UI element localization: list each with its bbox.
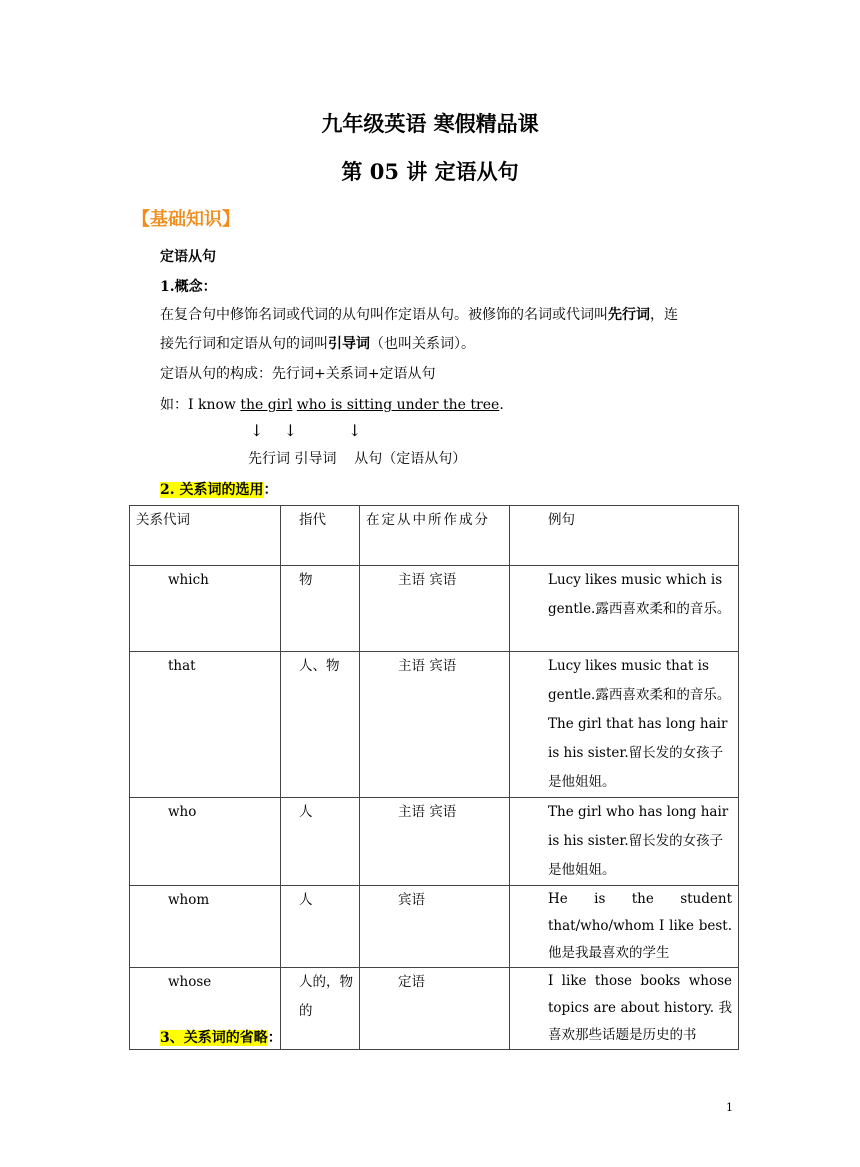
role-cell: 主语 宾语 (360, 798, 510, 886)
refers-cell: 人、物 (281, 652, 360, 798)
example-text: The girl that has long hair is his sister.留长发的女孩子是他姐姐。 (548, 716, 728, 790)
example-cell (510, 798, 739, 886)
example-text: I like those books whose topics are about history. 我喜欢那些话题是历史的书 (548, 973, 732, 1043)
pronoun-cell: whom (130, 886, 281, 968)
refers-cell: 人 (281, 798, 360, 886)
example-cell (510, 886, 739, 968)
concept-label: 1.概念： (160, 279, 217, 295)
example-sentence (160, 394, 504, 414)
example-text: Lucy likes music which is gentle.露西喜欢柔和的音乐。 (548, 572, 731, 617)
relative-pronoun-table (129, 505, 739, 1050)
table-header: 例句 (510, 506, 739, 566)
table-header: 在定从中所作成分 (360, 506, 510, 566)
concept-text: 接先行词和定语从句的词叫 (160, 336, 328, 352)
example-cell (510, 968, 739, 1050)
section2-title: 2. 关系词的选用 (160, 482, 264, 498)
example-cell (510, 566, 739, 652)
concept-text: ，连 (650, 307, 678, 323)
concept-text: （也叫关系词）。 (370, 336, 475, 352)
example-cell (510, 652, 739, 798)
page-number: 1 (726, 1101, 733, 1114)
arrow-row: ↓ ↓ ↓ (250, 421, 362, 440)
section3-title: 3、关系词的省略 (160, 1030, 268, 1046)
section2-colon: ： (263, 482, 278, 498)
concept-paragraph-line2 (160, 333, 475, 353)
refers-cell: 人的，物的 (281, 968, 360, 1050)
table-row (130, 886, 739, 968)
pronoun-cell: whose (130, 968, 281, 1050)
table-row (130, 652, 739, 798)
arrow-labels: 先行词 引导词 从句（定语从句） (248, 451, 467, 467)
role-cell: 定语 (360, 968, 510, 1050)
relative-word-term: 引导词 (328, 336, 370, 352)
role-cell: 宾语 (360, 886, 510, 968)
table-header: 指代 (281, 506, 360, 566)
example-prefix: 如：I know (160, 397, 241, 413)
section3-heading (160, 1027, 282, 1047)
refers-cell: 人 (281, 886, 360, 968)
concept-paragraph-line1 (160, 304, 678, 324)
section2-heading (160, 479, 278, 499)
refers-cell: 物 (281, 566, 360, 652)
table-header-row (130, 506, 739, 566)
table-row (130, 798, 739, 886)
structure-line: 定语从句的构成：先行词+关系词+定语从句 (160, 366, 436, 382)
concept-text: 在复合句中修饰名词或代词的从句叫作定语从句。被修饰的名词或代词叫 (160, 307, 608, 323)
section-heading-basics: 【基础知识】 (132, 209, 240, 230)
pronoun-cell: who (130, 798, 281, 886)
example-text: He is the student that/who/whom I like best.他是我最喜欢的学生 (548, 891, 732, 961)
example-end: . (499, 397, 504, 413)
antecedent-term: 先行词 (608, 307, 650, 323)
pronoun-cell: that (130, 652, 281, 798)
table-header: 关系代词 (130, 506, 281, 566)
pronoun-cell: which (130, 566, 281, 652)
table-row (130, 566, 739, 652)
topic-heading: 定语从句 (160, 249, 216, 265)
example-text: The girl who has long hair is his sister.留长发的女孩子是他姐姐。 (548, 804, 729, 878)
section3-colon: ： (267, 1030, 282, 1046)
role-cell: 主语 宾语 (360, 566, 510, 652)
role-cell: 主语 宾语 (360, 652, 510, 798)
doc-subtitle: 第 05 讲 定语从句 (341, 159, 519, 184)
example-clause: who is sitting under the tree (296, 397, 500, 413)
example-text: Lucy likes music that is gentle.露西喜欢柔和的音乐。 (548, 658, 731, 703)
doc-title: 九年级英语 寒假精品课 (321, 111, 539, 136)
example-antecedent: the girl (240, 397, 293, 413)
